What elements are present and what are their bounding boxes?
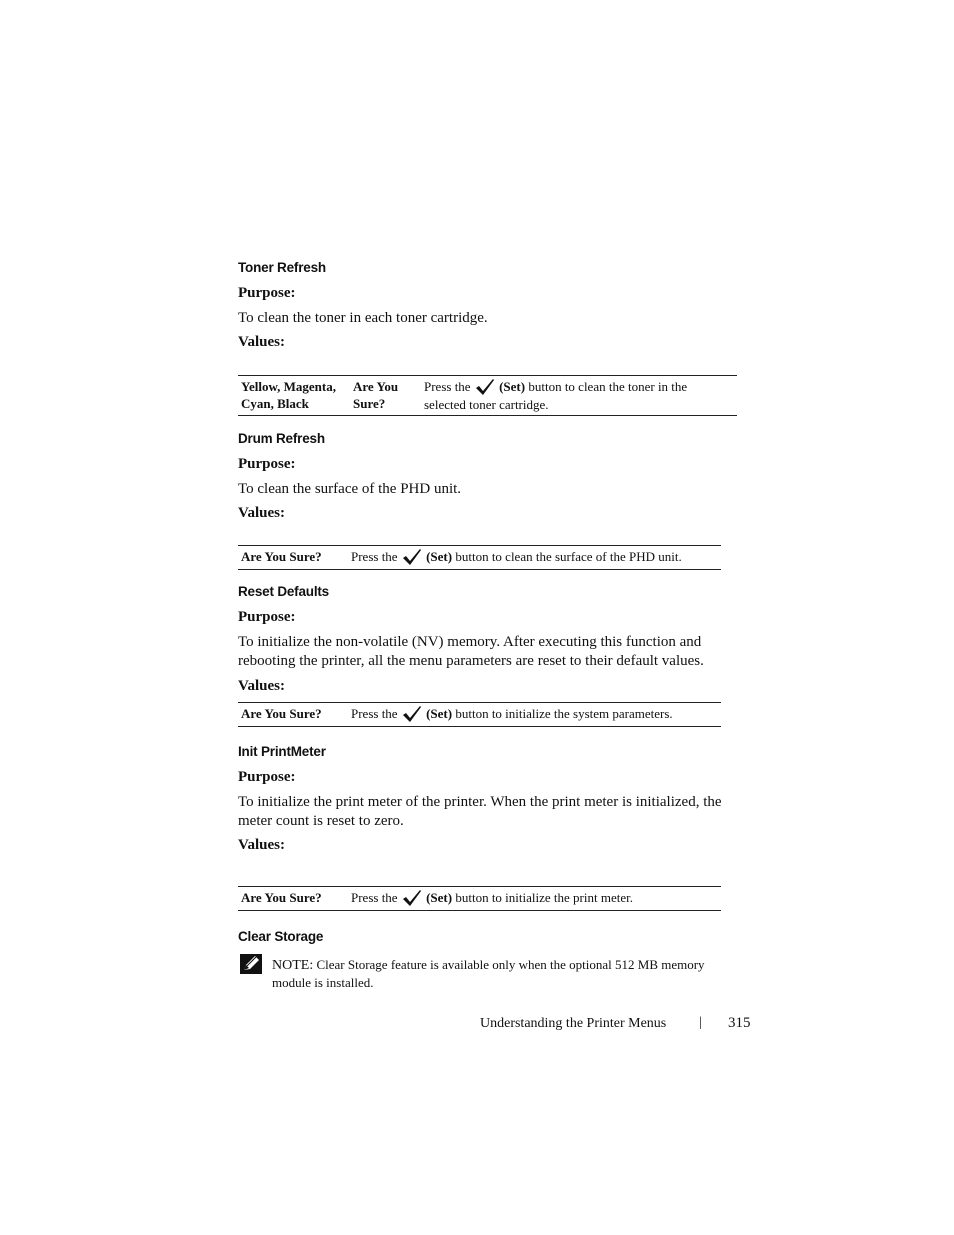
note-line: module is installed. [272, 975, 374, 990]
purpose-text [238, 793, 722, 831]
section-heading-drum-refresh: Drum Refresh [238, 431, 325, 446]
page-number: 315 [728, 1015, 751, 1031]
footer-separator: | [699, 1015, 702, 1030]
cell-line: Yellow, Magenta, [241, 379, 336, 394]
cell-line: Are You [353, 379, 399, 394]
action-text: button to clean the surface of the PHD unit. [455, 549, 682, 564]
set-label: (Set) [426, 706, 453, 721]
note-pencil-icon [240, 954, 262, 974]
table-cell-description [351, 889, 633, 907]
values-table-reset [238, 702, 721, 727]
text-line: To initialize the print meter of the printer. When the print meter is initialized, the [238, 794, 722, 810]
action-text: button to initialize the print meter. [455, 890, 633, 905]
set-checkmark-icon [402, 705, 422, 723]
text-line: rebooting the printer, all the menu parameters are reset to their default values. [238, 653, 704, 669]
set-label: (Set) [499, 379, 526, 394]
section-heading-clear-storage: Clear Storage [238, 929, 324, 944]
cell-line: Sure? [353, 396, 386, 411]
set-checkmark-icon [402, 548, 422, 566]
values-label: Values: [238, 678, 285, 694]
purpose-label: Purpose: [238, 285, 296, 301]
purpose-text [238, 633, 704, 671]
note-line [272, 956, 705, 974]
set-checkmark-icon [402, 889, 422, 907]
values-label: Values: [238, 334, 285, 350]
cell-line [424, 378, 734, 396]
table-cell-description [351, 705, 673, 723]
footer-chapter-title: Understanding the Printer Menus [480, 1016, 667, 1031]
values-label: Values: [238, 837, 285, 853]
press-text: Press the [424, 379, 471, 394]
values-table-drum [238, 545, 721, 570]
note-block [272, 956, 705, 991]
action-text: button to clean the toner in the [528, 379, 688, 394]
values-table-meter [238, 886, 721, 911]
values-label: Values: [238, 505, 285, 521]
section-heading-init-printmeter: Init PrintMeter [238, 744, 326, 759]
press-text: Press the [351, 549, 398, 564]
set-checkmark-icon [475, 378, 495, 396]
values-table-toner [238, 375, 737, 416]
section-heading-toner-refresh: Toner Refresh [238, 260, 326, 275]
set-label: (Set) [426, 890, 453, 905]
table-cell-description [351, 548, 682, 566]
press-text: Press the [351, 890, 398, 905]
text-line: meter count is reset to zero. [238, 813, 404, 829]
cell-line: Cyan, Black [241, 396, 309, 411]
cell-line: selected toner cartridge. [424, 397, 549, 412]
table-cell-confirm: Are You Sure? [241, 890, 322, 905]
purpose-label: Purpose: [238, 609, 296, 625]
action-text: button to initialize the system parameters. [455, 706, 673, 721]
purpose-label: Purpose: [238, 769, 296, 785]
table-cell-confirm: Are You Sure? [241, 549, 322, 564]
table-cell-description [424, 378, 734, 413]
note-label: NOTE: [272, 958, 314, 973]
purpose-label: Purpose: [238, 456, 296, 472]
press-text: Press the [351, 706, 398, 721]
note-text: Clear Storage feature is available only when the optional 512 MB memory [316, 957, 705, 972]
table-cell-confirm [353, 378, 398, 412]
set-label: (Set) [426, 549, 453, 564]
table-cell-colors [241, 378, 336, 412]
text-line: To initialize the non-volatile (NV) memory. After executing this function and [238, 634, 702, 650]
table-cell-confirm: Are You Sure? [241, 706, 322, 721]
purpose-text: To clean the surface of the PHD unit. [238, 481, 462, 497]
purpose-text: To clean the toner in each toner cartridge. [238, 310, 488, 326]
section-heading-reset-defaults: Reset Defaults [238, 584, 329, 599]
